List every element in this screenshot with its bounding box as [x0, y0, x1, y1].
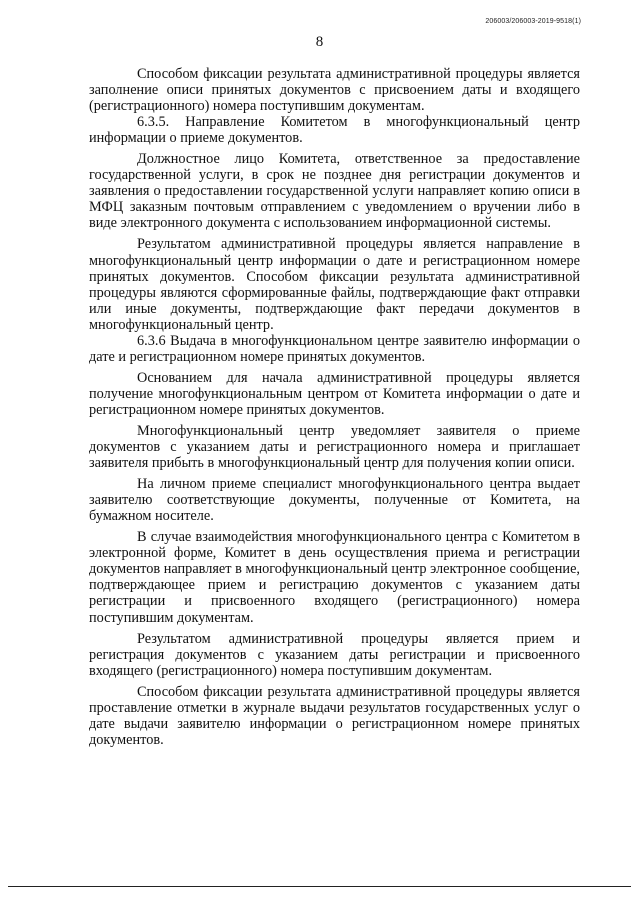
paragraph: Результатом административной процедуры является прием и регистрация документов с указанием даты регистрации и присвоенного входящего (регистрационного) номера поступившим документам. — [89, 630, 580, 679]
paragraph: 6.3.6 Выдача в многофункциональном центре заявителю информации о дате и регистрационном номере принятых документов. — [89, 332, 580, 365]
paragraph: Способом фиксации результата административной процедуры является заполнение описи принятых документов с присвоением даты и входящего (регистрационного) номера поступившим документам. — [89, 66, 580, 115]
bottom-rule — [8, 886, 631, 887]
document-id: 206003/206003-2019-9518(1) — [485, 18, 581, 25]
paragraph: В случае взаимодействия многофункционального центра с Комитетом в электронной форме, Комитет в день осуществления приема и регистрации документов направляет в многофункциональный центр электронное сообщение, подтверждающее прием и регистрацию документов с указанием даты регистрации и присвоенного входящего (регистрационного) номера поступившим документам. — [89, 529, 580, 626]
paragraph: Результатом административной процедуры является направление в многофункциональный центр информации о дате и регистрационном номере принятых документов. Способом фиксации результата административной процедуры являются сформированные файлы, подтверждающие факт отправки или иные документы, подтверждающие факт передачи документов в многофункциональный центр. — [89, 236, 580, 333]
paragraph: На личном приеме специалист многофункционального центра выдает заявителю соответствующие документы, полученные от Комитета, на бумажном носителе. — [89, 476, 580, 525]
paragraph: Основанием для начала административной процедуры является получение многофункциональным центром от Комитета информации о дате и регистрационном номере принятых документов. — [89, 369, 580, 418]
document-body — [89, 66, 580, 748]
page-number: 8 — [315, 34, 324, 50]
paragraph: Многофункциональный центр уведомляет заявителя о приеме документов с указанием даты и регистрационного номера и приглашает заявителя прибыть в многофункциональный центр для получения копии описи. — [89, 422, 580, 472]
paragraph: 6.3.5. Направление Комитетом в многофункциональный центр информации о приеме документов. — [89, 114, 580, 147]
paragraph: Способом фиксации результата административной процедуры является проставление отметки в журнале выдачи результатов государственных услуг о дате выдачи заявителю информации о регистрационном номере принятых документов. — [89, 683, 580, 748]
paragraph: Должностное лицо Комитета, ответственное за предоставление государственной услуги, в срок не позднее дня регистрации документов и заявления о предоставлении государственной услуги направляет копию описи в МФЦ заказным почтовым отправлением с уведомлением о вручении либо в виде электронного документа с использованием информационной системы. — [89, 151, 580, 232]
